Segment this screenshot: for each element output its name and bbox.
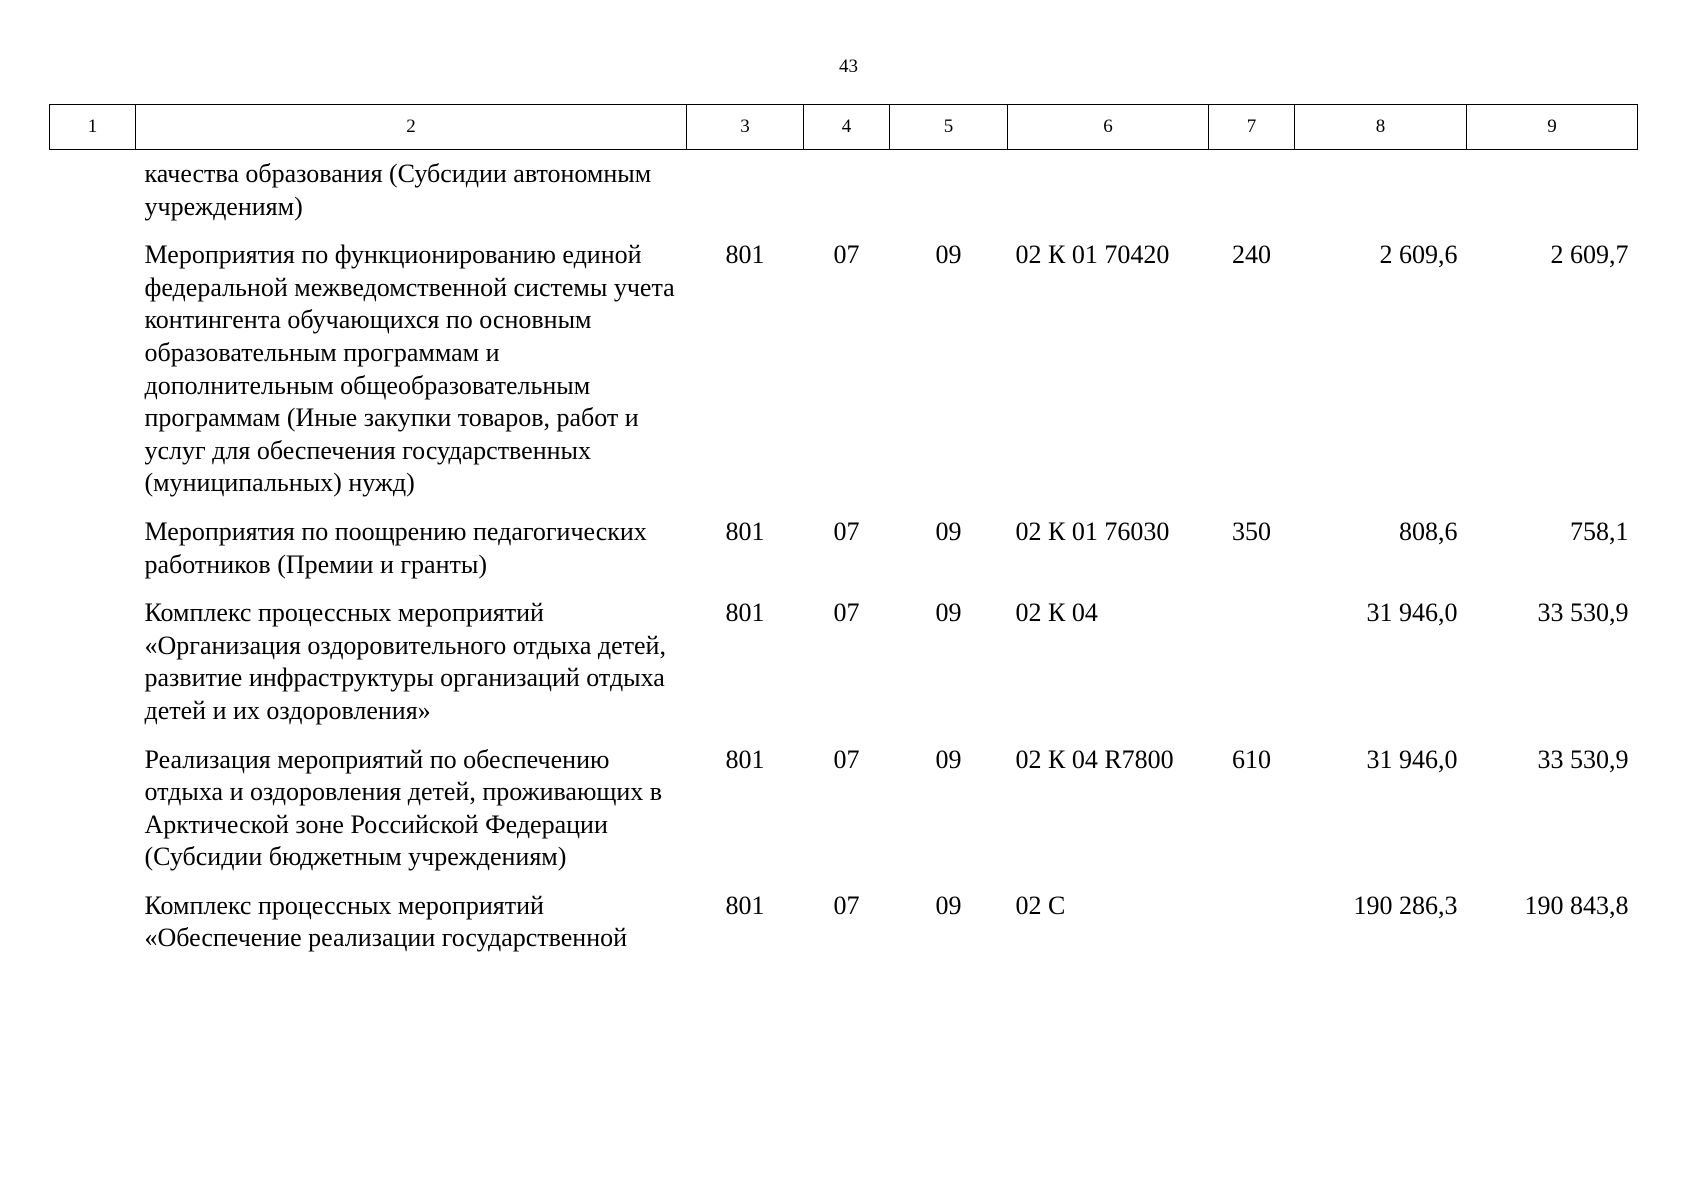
table-row [50,239,1638,516]
amount-col9-cell: 33 530,9 [1537,744,1629,774]
section-cell: 07 [833,744,860,774]
admin-code-cell: 801 [725,744,765,774]
header-cell-2: 2 [136,105,687,150]
row-number-cell [50,150,136,240]
target-article-cell: 02 К 01 76030 [1015,516,1170,546]
admin-code-cell: 801 [725,516,765,546]
section-cell: 07 [833,890,860,920]
section-cell: 07 [833,516,860,546]
item-name-cell: Реализация мероприятий по обеспечению отдыха и оздоровления детей, проживающих в Арктической зоне Российской Федерации (Субсидии бюджетным учреждениям) [144,744,663,872]
target-article-cell: 02 К 04 [1015,598,1098,628]
header-cell-8: 8 [1295,105,1467,150]
amount-col8-cell [1295,150,1467,240]
section-cell: 07 [833,598,860,628]
amount-col9-cell [1467,150,1638,240]
table-row [50,597,1638,743]
target-article-cell: 02 К 04 R7800 [1015,744,1174,774]
table-header-row [50,105,1638,150]
item-name-cell: Мероприятия по функционированию единой федеральной межведомственной системы учета контингента обучающихся по основным образовательным программам и дополнительным общеобразовательным программам (Иные закупки товаров, работ и услуг для обеспечения государственных (муниципальных) нужд) [144,240,675,498]
header-cell-5: 5 [890,105,1008,150]
page-number: 43 [839,56,858,77]
target-article-cell: 02 К 01 70420 [1015,240,1170,270]
row-number-cell [50,239,136,516]
subsection-cell: 09 [935,744,962,774]
expense-type-cell: 240 [1232,240,1271,270]
subsection-cell: 09 [935,516,962,546]
admin-code-cell: 801 [725,598,765,628]
amount-col9-cell: 2 609,7 [1550,240,1629,270]
amount-col8-cell: 31 946,0 [1366,744,1458,774]
expense-type-cell: 610 [1232,744,1271,774]
table-row [50,516,1638,597]
section-cell [804,150,890,240]
amount-col8-cell: 31 946,0 [1366,598,1458,628]
row-number-cell [50,516,136,597]
target-article-cell: 02 С [1015,890,1066,920]
budget-table [49,104,1638,955]
amount-col9-cell: 190 843,8 [1524,890,1629,920]
header-cell-7: 7 [1209,105,1295,150]
expense-type-cell [1209,597,1295,743]
header-cell-4: 4 [804,105,890,150]
expense-type-cell: 350 [1232,516,1271,546]
amount-col8-cell: 808,6 [1399,516,1458,546]
amount-col8-cell: 190 286,3 [1353,890,1458,920]
item-name-cell: Мероприятия по поощрению педагогических работников (Премии и гранты) [144,516,647,579]
admin-code-cell: 801 [725,890,765,920]
subsection-cell: 09 [935,598,962,628]
header-cell-1: 1 [50,105,136,150]
subsection-cell: 09 [935,890,962,920]
amount-col9-cell: 33 530,9 [1537,598,1629,628]
section-cell: 07 [833,240,860,270]
item-name-cell: Комплекс процессных мероприятий «Организация оздоровительного отдыха детей, развитие инфраструктуры организаций отдыха детей и их оздоровления» [144,598,666,725]
item-name-cell: качества образования (Субсидии автономным учреждениям) [144,159,652,221]
header-cell-9: 9 [1467,105,1638,150]
table-row [50,890,1638,955]
row-number-cell [50,744,136,890]
table-row [50,150,1638,240]
row-number-cell [50,597,136,743]
amount-col8-cell: 2 609,6 [1379,240,1458,270]
header-cell-3: 3 [687,105,804,150]
expense-type-cell [1209,150,1295,240]
amount-col9-cell: 758,1 [1570,516,1629,546]
target-article-cell [1008,150,1209,240]
admin-code-cell [687,150,804,240]
row-number-cell [50,890,136,955]
expense-type-cell [1209,890,1295,955]
table-row [50,744,1638,890]
subsection-cell: 09 [935,240,962,270]
subsection-cell [890,150,1008,240]
item-name-cell: Комплекс процессных мероприятий «Обеспечение реализации государственной [144,890,628,953]
admin-code-cell: 801 [725,240,765,270]
header-cell-6: 6 [1008,105,1209,150]
